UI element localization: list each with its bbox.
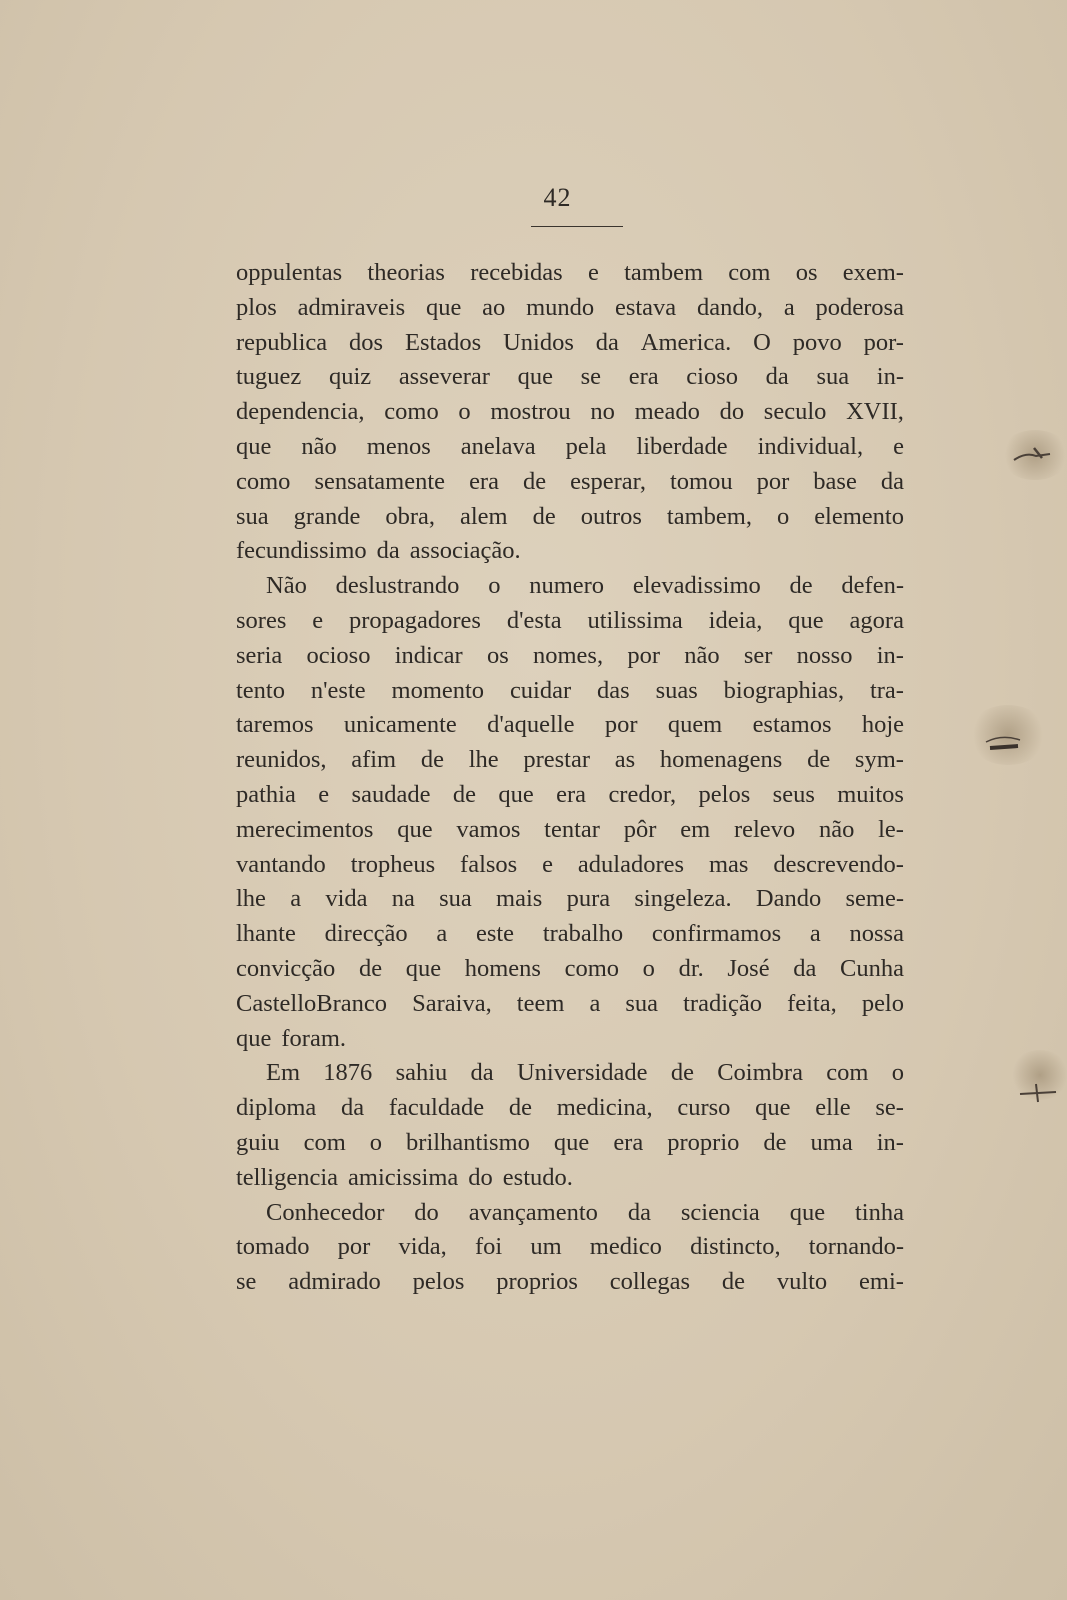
- word: não: [301, 432, 337, 460]
- text-line: [236, 848, 904, 883]
- word: credor,: [608, 780, 677, 808]
- word: agora: [849, 606, 904, 634]
- word: o: [488, 572, 501, 600]
- word: nomes,: [532, 641, 604, 669]
- word: outros: [580, 502, 642, 530]
- word: grande: [293, 502, 361, 530]
- word: taremos: [236, 711, 314, 739]
- word: os: [486, 641, 509, 669]
- word: Cunha: [840, 954, 904, 982]
- word: não: [818, 815, 855, 843]
- word: com: [728, 259, 771, 286]
- word: homenagens: [659, 746, 783, 774]
- word: de: [522, 467, 547, 495]
- word: numero: [529, 572, 605, 600]
- text-line: [236, 291, 904, 326]
- text-line: [236, 1161, 904, 1196]
- word: associação.: [409, 537, 521, 565]
- word: e: [893, 432, 904, 460]
- header-rule: [531, 226, 623, 227]
- word: lhe: [468, 746, 499, 774]
- word: merecimentos: [236, 815, 374, 843]
- word: sensatamente: [314, 467, 446, 495]
- word: tradição: [683, 989, 763, 1017]
- text-line: [236, 743, 904, 778]
- word: o: [642, 954, 655, 982]
- word: pelos: [698, 780, 751, 808]
- text-line: [236, 1230, 904, 1265]
- word: republica: [236, 328, 328, 356]
- word: a: [783, 293, 795, 321]
- word: elle: [815, 1094, 851, 1122]
- word: povo: [792, 328, 842, 356]
- word: nosso: [796, 641, 853, 669]
- word: estava: [614, 293, 677, 321]
- word: não: [684, 641, 720, 669]
- word: deslustrando: [335, 572, 460, 600]
- word: Estados: [404, 328, 482, 356]
- word: seus: [772, 780, 815, 808]
- word: tropheus: [350, 850, 436, 878]
- word: obra,: [385, 502, 435, 530]
- word: como: [236, 467, 291, 495]
- word: sym-: [854, 746, 904, 774]
- word: O: [753, 328, 771, 356]
- word: da: [595, 328, 619, 356]
- word: como: [564, 954, 620, 982]
- word: amicissima: [348, 1163, 459, 1191]
- word: era: [556, 780, 587, 808]
- text-line: [236, 534, 904, 569]
- word: tentar: [544, 815, 600, 843]
- word: da: [880, 467, 904, 495]
- word: estudo.: [502, 1163, 573, 1191]
- word: tuguez: [236, 363, 302, 391]
- word: tinha: [854, 1198, 904, 1226]
- word: foram.: [281, 1024, 346, 1052]
- word: que: [397, 815, 433, 843]
- word: dando,: [697, 293, 763, 321]
- word: biographias,: [723, 676, 845, 704]
- word: Unidos: [503, 328, 574, 356]
- margin-mark-icon: [1018, 1082, 1058, 1104]
- word: n'este: [310, 676, 366, 704]
- word: as: [614, 746, 636, 774]
- word: das: [597, 676, 630, 704]
- word: suas: [655, 676, 698, 704]
- word: admirado: [288, 1268, 381, 1296]
- word: quiz: [328, 363, 372, 391]
- word: recebidas: [470, 259, 563, 286]
- word: tento: [236, 676, 285, 704]
- word: unicamente: [343, 711, 457, 739]
- word: era: [469, 467, 499, 495]
- word: reunidos,: [236, 746, 327, 774]
- text-line: [236, 256, 904, 291]
- word: sores: [236, 606, 287, 634]
- word: que: [517, 363, 553, 391]
- word: por: [627, 641, 660, 669]
- text-line: [236, 1022, 904, 1057]
- word: vamos: [456, 815, 521, 843]
- word: America.: [640, 328, 732, 356]
- word: d'esta: [506, 606, 562, 634]
- word: de: [452, 780, 476, 808]
- word: pela: [565, 432, 607, 460]
- word: cuidar: [509, 676, 572, 704]
- word: teem: [516, 989, 565, 1017]
- word: poderosa: [815, 293, 904, 321]
- word: seme-: [845, 885, 904, 913]
- word: o: [369, 1128, 383, 1156]
- word: sciencia: [680, 1198, 760, 1226]
- word: pelos: [412, 1268, 465, 1296]
- word: de: [763, 1128, 787, 1156]
- word: da: [470, 1059, 494, 1087]
- word: e: [587, 259, 599, 286]
- word: faculdade: [388, 1094, 485, 1122]
- word: pathia: [236, 780, 296, 808]
- word: uma: [810, 1128, 853, 1156]
- word: seculo: [763, 398, 827, 426]
- word: feita,: [787, 989, 837, 1017]
- word: a: [436, 920, 448, 948]
- word: prestar: [523, 746, 591, 774]
- word: sua: [625, 989, 659, 1017]
- word: emi-: [859, 1268, 904, 1296]
- word: in-: [876, 1128, 904, 1156]
- word: por-: [863, 328, 904, 356]
- text-line: [236, 778, 904, 813]
- word: plos: [236, 293, 277, 321]
- word: tra-: [869, 676, 904, 704]
- word: de: [358, 954, 383, 982]
- word: que: [755, 1094, 791, 1122]
- word: dr.: [678, 954, 704, 982]
- text-line: [236, 708, 904, 743]
- word: tomado: [236, 1233, 310, 1261]
- text-line: [236, 987, 904, 1022]
- word: como: [384, 398, 439, 426]
- word: XVII,: [846, 398, 904, 426]
- word: e: [318, 780, 330, 808]
- word: relevo: [733, 815, 796, 843]
- word: de: [789, 572, 813, 600]
- word: tambem,: [666, 502, 752, 530]
- word: da: [627, 1198, 651, 1226]
- word: por: [604, 711, 638, 739]
- word: vida: [325, 885, 368, 913]
- margin-mark-icon: [1012, 444, 1052, 466]
- word: vulto: [776, 1268, 828, 1296]
- word: utilissima: [587, 606, 683, 634]
- word: direcção: [324, 920, 408, 948]
- word: da: [341, 1094, 365, 1122]
- word: pura: [566, 885, 611, 913]
- word: pelo: [861, 989, 904, 1017]
- word: e: [542, 850, 553, 878]
- word: se-: [875, 1094, 904, 1122]
- word: e: [312, 606, 324, 634]
- word: de: [721, 1268, 745, 1296]
- word: que: [425, 293, 462, 321]
- word: Em: [266, 1059, 301, 1087]
- word: collegas: [609, 1268, 690, 1296]
- word: le-: [878, 815, 904, 843]
- word: guiu: [236, 1128, 280, 1156]
- word: anelava: [460, 432, 536, 460]
- word: Dando: [755, 885, 822, 913]
- word: de: [420, 746, 444, 774]
- text-line: [236, 465, 904, 500]
- word: menos: [366, 432, 431, 460]
- word: que: [553, 1128, 590, 1156]
- word: de: [508, 1094, 532, 1122]
- word: esperar,: [570, 467, 646, 495]
- word: estamos: [752, 711, 832, 739]
- text-line: [236, 1265, 904, 1300]
- word: por: [337, 1233, 371, 1261]
- word: de: [807, 746, 831, 774]
- word: José: [727, 954, 770, 982]
- text-line: [236, 395, 904, 430]
- text-line: [236, 813, 904, 848]
- word: muitos: [837, 780, 904, 808]
- word: defen-: [841, 572, 904, 600]
- word: admiraveis: [297, 293, 406, 321]
- word: alem: [459, 502, 508, 530]
- word: diploma: [236, 1094, 317, 1122]
- word: de: [670, 1059, 694, 1087]
- word: proprios: [496, 1268, 578, 1296]
- word: se: [236, 1268, 257, 1296]
- word: os: [795, 259, 818, 286]
- body-text: [236, 256, 904, 1300]
- word: exem-: [842, 259, 904, 286]
- word: saudade: [351, 780, 431, 808]
- word: se: [580, 363, 602, 391]
- word: asseverar: [398, 363, 490, 391]
- text-line: [236, 1126, 904, 1161]
- word: com: [303, 1128, 346, 1156]
- word: quem: [667, 711, 723, 739]
- word: do: [468, 1163, 493, 1191]
- word: aduladores: [577, 850, 685, 878]
- word: no: [590, 398, 615, 426]
- word: Conhecedor: [266, 1198, 385, 1226]
- word: fecundissimo: [236, 537, 367, 565]
- word: theorias: [367, 259, 445, 286]
- word: a: [809, 920, 821, 948]
- word: cioso: [686, 363, 739, 391]
- word: que: [236, 432, 272, 460]
- word: mostrou: [490, 398, 571, 426]
- word: do: [414, 1198, 439, 1226]
- word: do: [719, 398, 745, 426]
- word: com: [826, 1059, 869, 1087]
- word: que: [789, 1198, 826, 1226]
- text-line: [236, 1091, 904, 1126]
- word: ser: [743, 641, 773, 669]
- word: em: [680, 815, 711, 843]
- word: Saraiva,: [412, 989, 492, 1017]
- word: elevadissimo: [632, 572, 761, 600]
- word: mais: [496, 885, 543, 913]
- word: a: [589, 989, 601, 1017]
- word: Não: [266, 572, 307, 600]
- page-number: 42: [543, 183, 572, 212]
- word: d'aquelle: [487, 711, 575, 739]
- word: o: [891, 1059, 904, 1087]
- word: in-: [876, 363, 904, 391]
- word: falsos: [460, 850, 518, 878]
- word: tornando-: [808, 1233, 904, 1261]
- word: momento: [391, 676, 485, 704]
- text-line: [236, 1196, 904, 1231]
- word: medicina,: [556, 1094, 653, 1122]
- word: liberdade: [636, 432, 728, 460]
- word: indicar: [394, 641, 463, 669]
- word: sua: [236, 502, 269, 530]
- text-line: [236, 604, 904, 639]
- word: de: [532, 502, 556, 530]
- word: avançamento: [468, 1198, 598, 1226]
- word: ocioso: [306, 641, 371, 669]
- word: a: [290, 885, 302, 913]
- text-line: [236, 500, 904, 535]
- word: distincto,: [690, 1233, 781, 1261]
- word: sahiu: [395, 1059, 448, 1087]
- word: mas: [708, 850, 749, 878]
- text-line: [236, 882, 904, 917]
- word: descrevendo-: [773, 850, 904, 878]
- word: telligencia: [236, 1163, 339, 1191]
- word: proprio: [667, 1128, 740, 1156]
- word: vida,: [398, 1233, 447, 1261]
- text-line: [236, 326, 904, 361]
- word: era: [628, 363, 659, 391]
- text-line: [236, 952, 904, 987]
- word: o: [776, 502, 790, 530]
- word: meado: [634, 398, 700, 426]
- word: homens: [464, 954, 541, 982]
- word: curso: [677, 1094, 731, 1122]
- text-line: [236, 360, 904, 395]
- word: o: [458, 398, 471, 426]
- text-line: [236, 569, 904, 604]
- word: in-: [876, 641, 904, 669]
- word: medico: [589, 1233, 662, 1261]
- word: propagadores: [348, 606, 481, 634]
- word: dos: [349, 328, 384, 356]
- text-line: [236, 917, 904, 952]
- word: nossa: [849, 920, 904, 948]
- text-line: [236, 1056, 904, 1091]
- word: por: [756, 467, 790, 495]
- word: ideia,: [708, 606, 763, 634]
- word: pôr: [623, 815, 657, 843]
- word: vantando: [236, 850, 326, 878]
- word: elemento: [814, 502, 904, 530]
- word: lhe: [236, 885, 266, 913]
- word: brilhantismo: [406, 1128, 530, 1156]
- word: que: [405, 954, 442, 982]
- word: singeleza.: [634, 885, 732, 913]
- word: um: [530, 1233, 562, 1261]
- word: sua: [816, 363, 850, 391]
- word: este: [475, 920, 515, 948]
- text-line: [236, 430, 904, 465]
- word: confirmamos: [651, 920, 782, 948]
- word: na: [391, 885, 415, 913]
- word: individual,: [757, 432, 864, 460]
- word: dependencia,: [236, 398, 365, 426]
- word: tambem: [624, 259, 704, 286]
- word: CastelloBranco: [236, 989, 388, 1017]
- word: da: [793, 954, 817, 982]
- word: foi: [474, 1233, 503, 1261]
- word: mundo: [526, 293, 595, 321]
- text-line: [236, 674, 904, 709]
- word: afim: [351, 746, 397, 774]
- word: convicção: [236, 954, 336, 982]
- word: lhante: [236, 920, 296, 948]
- text-line: [236, 639, 904, 674]
- word: seria: [236, 641, 283, 669]
- word: Coimbra: [717, 1059, 803, 1087]
- word: da: [765, 363, 789, 391]
- word: tomou: [669, 467, 733, 495]
- word: sua: [439, 885, 472, 913]
- margin-mark-icon: [984, 732, 1024, 754]
- word: da: [376, 537, 400, 565]
- word: hoje: [861, 711, 904, 739]
- word: que: [788, 606, 824, 634]
- word: que: [498, 780, 534, 808]
- word: Universidade: [516, 1059, 648, 1087]
- word: trabalho: [542, 920, 624, 948]
- word: que: [236, 1024, 272, 1052]
- word: ao: [482, 293, 506, 321]
- word: 1876: [323, 1059, 373, 1087]
- word: era: [613, 1128, 644, 1156]
- word: oppulentas: [236, 259, 343, 286]
- word: base: [813, 467, 857, 495]
